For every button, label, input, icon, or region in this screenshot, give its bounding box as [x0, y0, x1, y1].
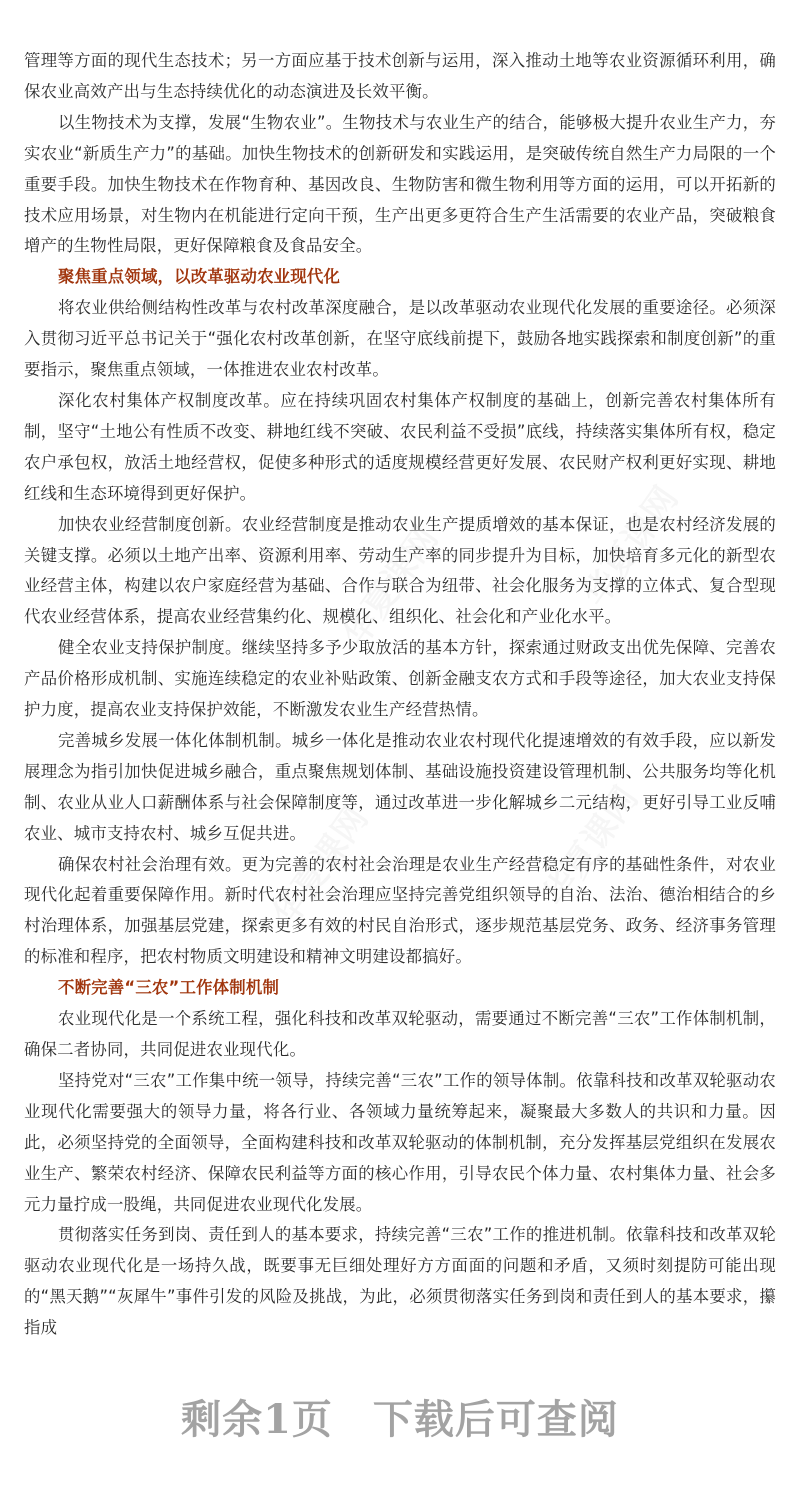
download-to-read-banner[interactable] — [0, 1396, 800, 1444]
remaining-pages-label: 剩余1页 — [181, 1396, 333, 1443]
section-heading: 聚焦重点领域，以改革驱动农业现代化 — [58, 267, 341, 287]
section-heading: 不断完善“三农”工作体制机制 — [58, 978, 280, 998]
paragraph: 管理等方面的现代生态技术；另一方面应基于技术创新与运用，深入推动土地等农业资源循环利用，确保农业高效产出与生态持续优化的动态演进及长效平衡。 — [24, 51, 776, 101]
paragraph: 加快农业经营制度创新。农业经营制度是推动农业生产提质增效的基本保证，也是农村经济发展的关键支撑。必须以土地产出率、资源利用率、劳动生产率的同步提升为目标，加快培育多元化的新型农业经营主体，构建以农户家庭经营为基础、合作与联合为纽带、社会化服务为支撑的立体式、复合型现代农业经营体系，提高农业经营集约化、规模化、组织化、社会化和产业化水平。 — [24, 514, 776, 627]
paragraph: 以生物技术为支撑，发展“生物农业”。生物技术与农业生产的结合，能够极大提升农业生产力，夯实农业“新质生产力”的基础。加快生物技术的创新研发和实践运用，是突破传统自然生产力局限的一个重要手段。加快生物技术在作物育种、基因改良、生物防害和微生物利用等方面的运用，可以开拓新的技术应用场景，对生物内在机能进行定向干预，生产出更多更符合生产生活需要的农业产品，突破粮食增产的生物性局限，更好保障粮食及食品安全。 — [24, 112, 776, 256]
paragraph: 将农业供给侧结构性改革与农村改革深度融合，是以改革驱动农业现代化发展的重要途径。必须深入贯彻习近平总书记关于“强化农村改革创新，在坚守底线前提下，鼓励各地实践探索和制度创新”的重要指示，聚焦重点领域，一体推进农业农村改革。 — [24, 298, 776, 380]
paragraph: 深化农村集体产权制度改革。应在持续巩固农村集体产权制度的基础上，创新完善农村集体所有制，坚守“土地公有性质不改变、耕地红线不突破、农民利益不受损”底线，持续落实集体所有权，稳定农户承包权，放活土地经营权，促使多种形式的适度规模经营更好发展、农民财产权利更好实现、耕地红线和生态环境得到更好保护。 — [24, 390, 776, 503]
document-body — [24, 46, 776, 1344]
paragraph: 健全农业支持保护制度。继续坚持多予少取放活的基本方针，探索通过财政支出优先保障、完善农产品价格形成机制、实施连续稳定的农业补贴政策、创新金融支农方式和手段等途径，加大农业支持保护力度，提高农业支持保护效能，不断激发农业生产经营热情。 — [24, 638, 776, 720]
paragraph: 贯彻落实任务到岗、责任到人的基本要求，持续完善“三农”工作的推进机制。依靠科技和改革双轮驱动农业现代化是一场持久战，既要事无巨细处理好方方面面的问题和矛盾，又须时刻提防可能出现的“黑天鹅”“灰犀牛”事件引发的风险及挑战，为此，必须贯彻落实任务到岗和责任到人的基本要求，攥指成 — [24, 1225, 776, 1338]
paragraph: 农业现代化是一个系统工程，强化科技和改革双轮驱动，需要通过不断完善“三农”工作体制机制，确保二者协同，共同促进农业现代化。 — [24, 1009, 776, 1059]
paragraph: 完善城乡发展一体化体制机制。城乡一体化是推动农业农村现代化提速增效的有效手段，应以新发展理念为指引加快促进城乡融合，重点聚焦规划体制、基础设施投资建设管理机制、公共服务均等化机制、农业从业人口薪酬体系与社会保障制度等，通过改革进一步化解城乡二元结构，更好引导工业反哺农业、城市支持农村、城乡互促共进。 — [24, 730, 776, 843]
paragraph: 确保农村社会治理有效。更为完善的农村社会治理是农业生产经营稳定有序的基础性条件，对农业现代化起着重要保障作用。新时代农村社会治理应坚持完善党组织领导的自治、法治、德治相结合的乡村治理体系，加强基层党建，探索更多有效的村民自治形式，逐步规范基层党务、政务、经济事务管理的标准和程序，把农村物质文明建设和精神文明建设都搞好。 — [24, 854, 776, 967]
download-prompt-label: 下载后可查阅 — [372, 1396, 619, 1443]
paragraph: 坚持党对“三农”工作集中统一领导，持续完善“三农”工作的领导体制。依靠科技和改革双轮驱动农业现代化需要强大的领导力量，将各行业、各领域力量统筹起来，凝聚最大多数人的共识和力量。因此，必须坚持党的全面领导，全面构建科技和改革双轮驱动的体制机制，充分发挥基层党组织在发展农业生产、繁荣农村经济、保障农民利益等方面的核心作用，引导农民个体力量、农村集体力量、社会多元力量拧成一股绳，共同促进农业现代化发展。 — [24, 1070, 776, 1214]
